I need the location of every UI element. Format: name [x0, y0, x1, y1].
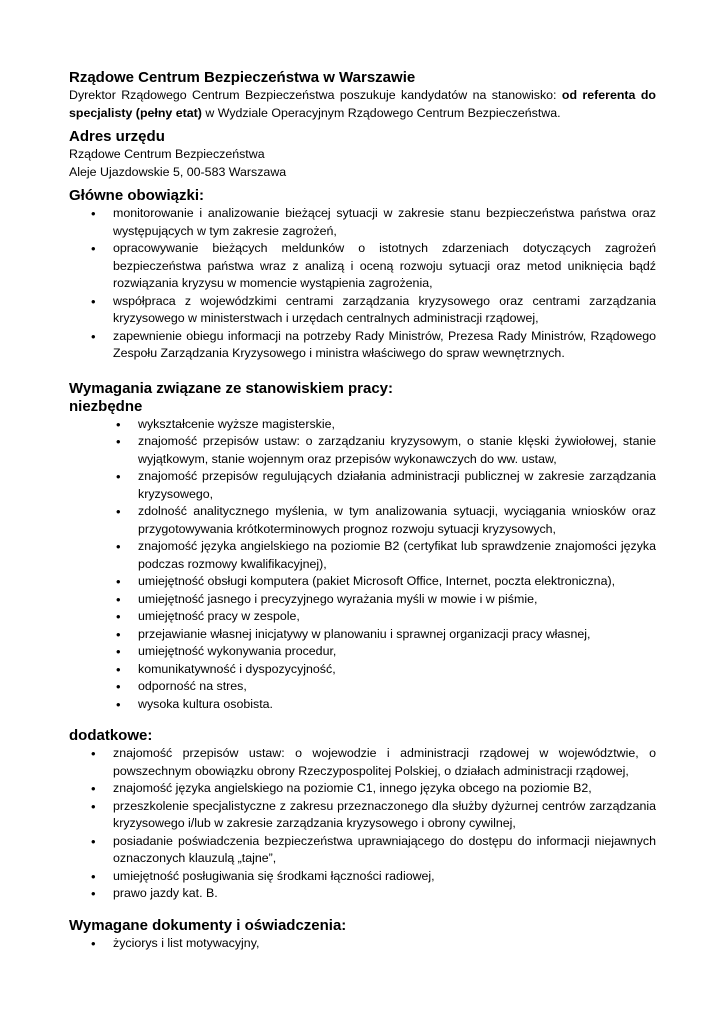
list-item: • zdolność analitycznego myślenia, w tym analizowania sytuacji, wyciągania wniosków oraz przygotowywania krótkoterminowych prognoz rozwoju sytuacji kryzysowych,	[138, 503, 656, 538]
intro-suffix: w Wydziale Operacyjnym Rządowego Centrum Bezpieczeństwa.	[201, 105, 561, 120]
required-subheading: niezbędne	[69, 397, 143, 415]
list-item: • współpraca z wojewódzkimi centrami zarządzania kryzysowego oraz centrami zarządzania kryzysowego w ministerstwach i urzędach centralnych administracji rządowej,	[113, 293, 656, 328]
duties-list	[69, 205, 656, 363]
list-item: • opracowywanie bieżących meldunków o istotnych zdarzeniach dotyczących zagrożeń bezpieczeństwa państwa wraz z analizą i oceną rozwoju sytuacji oraz metod uniknięcia bądź rozwiązania kryzysu w momencie wystąpienia zagrożenia,	[113, 240, 656, 293]
list-item: • monitorowanie i analizowanie bieżącej sytuacji w zakresie stanu bezpieczeństwa państwa oraz występujących w tym zakresie zagrożeń,	[113, 205, 656, 240]
list-item: • znajomość przepisów regulujących działania administracji publicznej w zakresie zarządzania kryzysowego,	[138, 468, 656, 503]
address-line-2: Aleje Ujazdowskie 5, 00-583 Warszawa	[69, 164, 287, 179]
list-item: • umiejętność obsługi komputera (pakiet Microsoft Office, Internet, poczta elektroniczna),	[138, 573, 656, 591]
list-item: • znajomość języka angielskiego na poziomie B2 (certyfikat lub sprawdzenie znajomości języka podczas rozmowy kwalifikacyjnej),	[138, 538, 656, 573]
list-item: • komunikatywność i dyspozycyjność,	[138, 661, 656, 679]
list-item: • umiejętność jasnego i precyzyjnego wyrażania myśli w mowie i w piśmie,	[138, 591, 656, 609]
list-item: • przejawianie własnej inicjatywy w planowaniu i sprawnej organizacji pracy własnej,	[138, 626, 656, 644]
required-list	[69, 416, 656, 714]
address-heading: Adres urzędu	[69, 128, 165, 145]
additional-subheading: dodatkowe:	[69, 727, 153, 744]
list-item: • znajomość przepisów ustaw: o wojewodzie i administracji rządowej w województwie, o powszechnym obowiązku obrony Rzeczypospolitej Polskiej, o działach administracji rządowej,	[113, 745, 656, 780]
list-item: • znajomość języka angielskiego na poziomie C1, innego języka obcego na poziomie B2,	[113, 780, 656, 798]
list-item: • odporność na stres,	[138, 678, 656, 696]
job-intro	[69, 87, 656, 122]
list-item: • wysoka kultura osobista.	[138, 696, 656, 714]
additional-list	[69, 745, 656, 903]
address-line-1: Rządowe Centrum Bezpieczeństwa	[69, 147, 265, 161]
intro-prefix: Dyrektor Rządowego Centrum Bezpieczeństwa poszukuje kandydatów na stanowisko:	[69, 88, 562, 102]
intro-position: od referenta do specjalisty (pełny etat)	[69, 88, 656, 120]
list-item: • posiadanie poświadczenia bezpieczeństwa uprawniającego do dostępu do informacji niejawnych oznaczonych klauzulą „tajne”,	[113, 833, 656, 868]
list-item: • umiejętność pracy w zespole,	[138, 608, 656, 626]
page-title: Rządowe Centrum Bezpieczeństwa w Warszawie	[69, 69, 416, 86]
list-item: • umiejętność posługiwania się środkami łączności radiowej,	[113, 868, 656, 886]
requirements-heading: Wymagania związane ze stanowiskiem pracy:	[69, 379, 394, 397]
list-item: • znajomość przepisów ustaw: o zarządzaniu kryzysowym, o stanie klęski żywiołowej, stanie wyjątkowym, stanie wojennym oraz przepisów wykonawczych do ww. ustaw,	[138, 433, 656, 468]
list-item: • prawo jazdy kat. B.	[113, 885, 656, 903]
list-item: • umiejętność wykonywania procedur,	[138, 643, 656, 661]
documents-list	[69, 935, 656, 953]
list-item: • wykształcenie wyższe magisterskie,	[138, 416, 656, 434]
documents-heading: Wymagane dokumenty i oświadczenia:	[69, 916, 347, 934]
duties-heading: Główne obowiązki:	[69, 187, 205, 204]
list-item: • przeszkolenie specjalistyczne z zakresu przeznaczonego dla służby dyżurnej centrów zarządzania kryzysowego i/lub w zakresie zarządzania kryzysowego i obrony cywilnej,	[113, 798, 656, 833]
list-item: • życiorys i list motywacyjny,	[113, 935, 656, 953]
list-item: • zapewnienie obiegu informacji na potrzeby Rady Ministrów, Prezesa Rady Ministrów, Rządowego Zespołu Zarządzania Kryzysowego i ministra właściwego do spraw wewnętrznych.	[113, 328, 656, 363]
